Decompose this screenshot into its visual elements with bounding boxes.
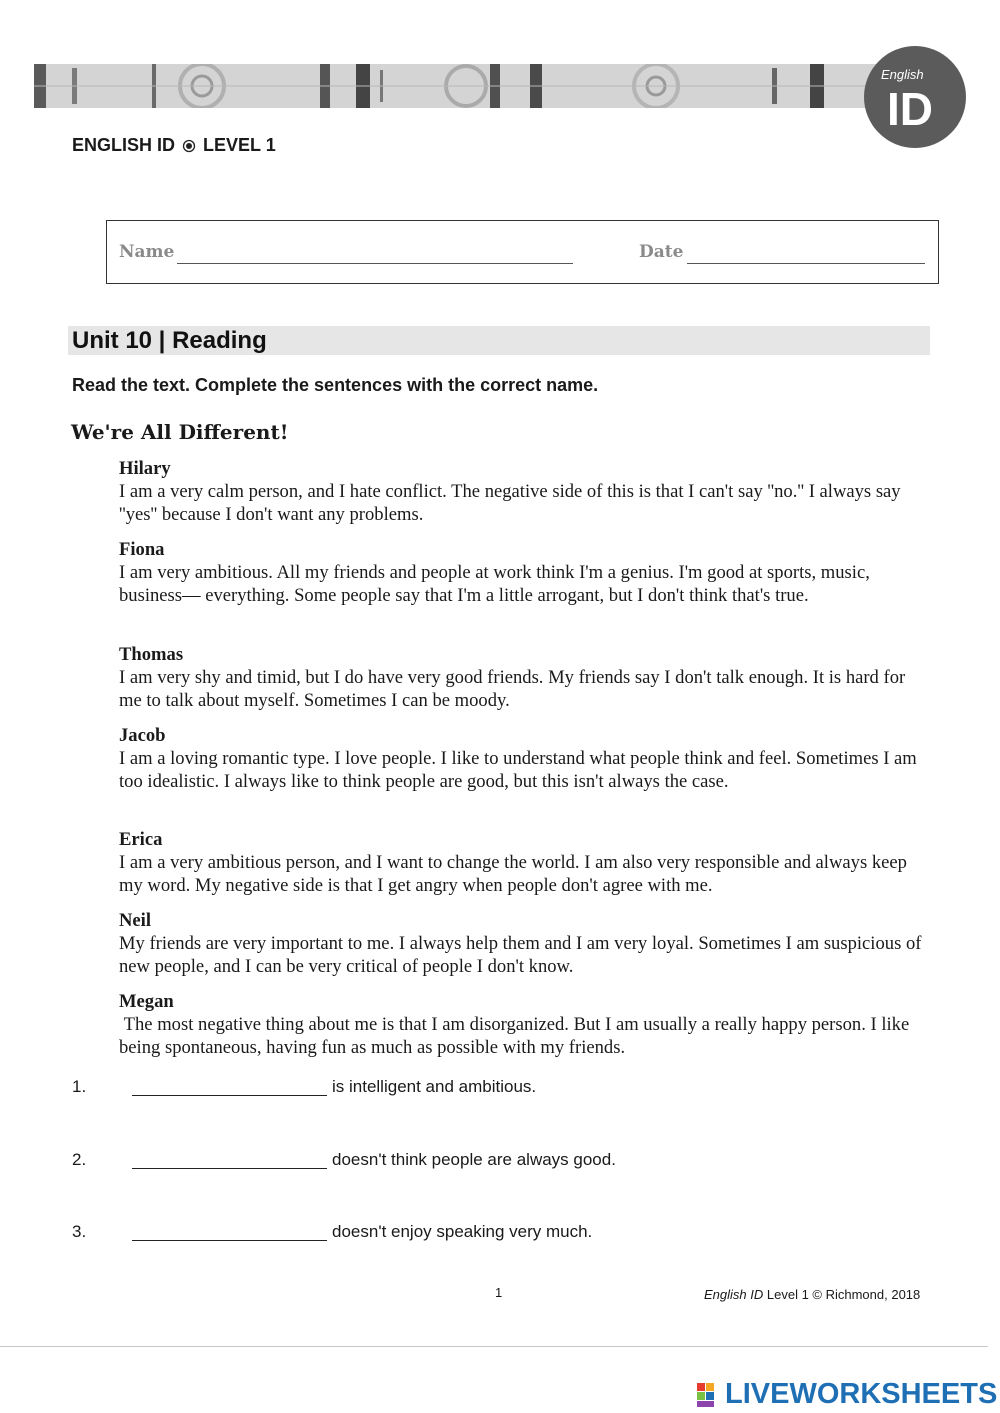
bio-name: Hilary [119,458,171,479]
bio-text: The most negative thing about me is that I am disorganized. But I am usually a really happy person. I like being spontaneous, having fun as much as possible with my friends. [119,1014,914,1059]
bio-name: Jacob [119,725,166,746]
bio-text: My friends are very important to me. I always help them and I am very loyal. Sometimes I am suspicious of new people, and I can be very critical of people I don't know. [119,933,922,978]
story-title: We're All Different! [71,420,289,444]
answer-blank-3[interactable] [132,1240,327,1241]
copyright [704,1287,920,1302]
bio-megan [119,990,929,1060]
question-number: 3. [72,1222,87,1241]
bio-neil [119,909,929,979]
copyright-title: English ID [704,1287,764,1302]
bio-name: Thomas [119,644,184,665]
bio-thomas [119,643,929,713]
bio-text: I am a very ambitious person, and I want to change the world. I am also very responsible and always keep my word. My negative side is that I get angry when people don't agree with me. [119,852,907,897]
question-text: doesn't think people are always good. [332,1150,616,1169]
bio-hilary [119,457,929,527]
bullet-icon [181,138,197,154]
logo-big-text: ID [887,83,933,135]
question-text: is intelligent and ambitious. [332,1077,537,1096]
course-brand: ENGLISH ID [72,135,176,155]
name-label: Name [119,242,175,262]
bio-erica [119,828,929,898]
bio-name: Fiona [119,539,165,560]
liveworksheets-watermark [697,1378,997,1411]
question-number: 2. [72,1150,87,1169]
unit-title: Unit 10 | Reading [68,326,930,355]
bio-text: I am a loving romantic type. I love people. I like to understand what people think and feel. Sometimes I am too idealistic. I always like to think people are good, but this isn't always the case. [119,748,917,793]
footer-divider [0,1346,988,1347]
answer-blank-2[interactable] [132,1168,327,1169]
course-level-line [72,135,276,156]
question-text: doesn't enjoy speaking very much. [332,1222,593,1241]
bio-fiona [119,538,929,608]
name-field[interactable] [177,263,573,264]
bio-text: I am very ambitious. All my friends and people at work think I'm a genius. I'm good at sports, music, business— everything. Some people say that I'm a little arrogant, but I don't think that's true. [119,562,870,607]
english-id-logo [863,45,967,149]
question-number: 1. [72,1077,87,1096]
bio-text: I am a very calm person, and I hate conflict. The negative side of this is that I can't say ''no.'' I always say ''yes'' because I don't want any problems. [119,481,901,526]
header-banner [34,64,934,108]
liveworksheets-icon [697,1383,723,1407]
course-level: LEVEL 1 [203,135,276,155]
answer-blank-1[interactable] [132,1095,327,1096]
bio-name: Neil [119,910,152,931]
instruction: Read the text. Complete the sentences with the correct name. [72,375,599,395]
date-label: Date [639,242,684,262]
logo-small-text: English [881,67,924,82]
bio-name: Erica [119,829,163,850]
name-date-box [106,220,939,284]
bio-jacob [119,724,929,794]
liveworksheets-text: LIVEWORKSHEETS [725,1378,998,1410]
date-field[interactable] [687,263,925,264]
copyright-rest: Level 1 © Richmond, 2018 [766,1287,921,1302]
bio-text: I am very shy and timid, but I do have very good friends. My friends say I don't talk enough. It is hard for me to talk about myself. Sometimes I can be moody. [119,667,906,712]
page-number: 1 [495,1285,503,1300]
bio-name: Megan [119,991,174,1012]
